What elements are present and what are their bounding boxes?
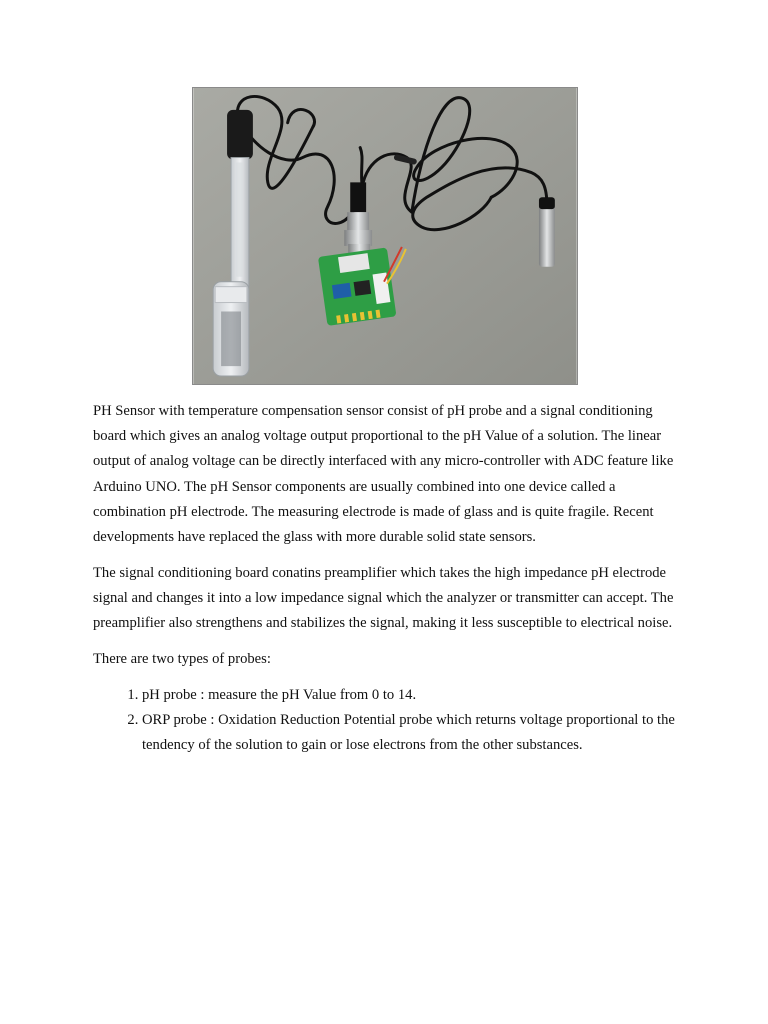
paragraph-probe-types: There are two types of probes: xyxy=(93,650,271,667)
paragraph-intro: PH Sensor with temperature compensation sensor consist of pH probe and a signal conditioning board which gives an analog voltage output proportional to the pH Value of a solution. The linear output of analog voltage can be directly interfaced with any micro-controller with ADC feature like Arduino UNO. The pH Sensor components are usually combined into one device called a combination pH electrode. The measuring electrode is made of glass and is quite fragile. Recent developments have replaced the glass with more durable solid state sensors. xyxy=(93,403,674,546)
list-item: 2. ORP probe : Oxidation Reduction Potential probe which returns voltage proportional to the tendency of the solution to gain or lose electrons from the other substances. xyxy=(142,708,683,758)
ph-sensor-kit-image xyxy=(193,88,577,384)
list-item: 1. pH probe : measure the pH Value from 0 to 14. xyxy=(142,683,683,708)
document-body xyxy=(93,399,683,758)
product-photo xyxy=(192,87,578,385)
paragraph-signal-board: The signal conditioning board conatins preamplifier which takes the high impedance pH electrode signal and changes it into a low impedance signal which the analyzer or transmitter can accept. The preamplifier also strengthens and stabilizes the signal, making it less susceptible to electrical noise. xyxy=(93,564,674,632)
probe-list xyxy=(93,683,683,759)
